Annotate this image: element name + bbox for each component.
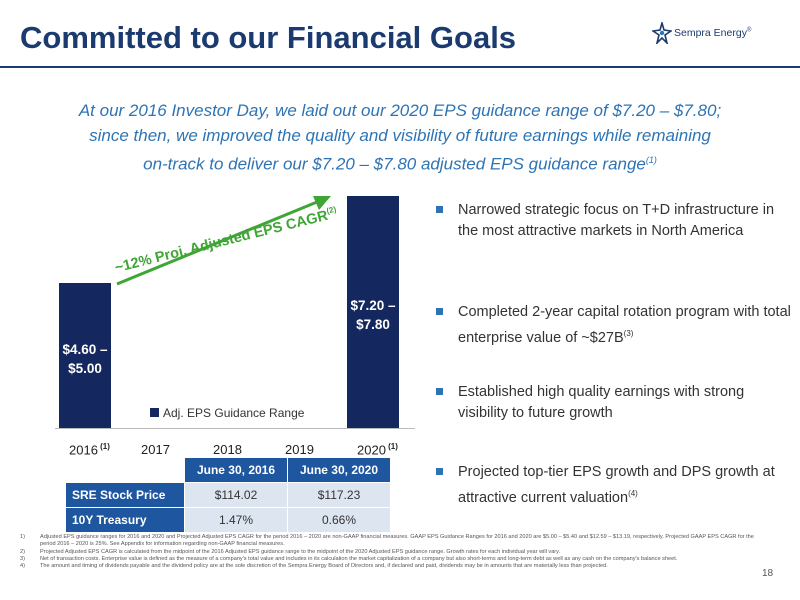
footnote-number: 1): [20, 534, 25, 540]
company-logo: [652, 22, 782, 50]
logo-mark: ®: [746, 27, 752, 34]
chart-data-label: $4.60 – $5.00: [62, 342, 108, 376]
bullet-text: Completed 2-year capital rotation program with total enterprise value of ~$27B: [458, 304, 791, 346]
sempra-logo-icon: [652, 22, 672, 44]
x-tick-label: 2016 $^{(1)}$: [69, 442, 110, 458]
table-header-cell: June 30, 2020: [288, 458, 391, 483]
page-number: 18: [762, 568, 774, 579]
footnote-text: The amount and timing of dividends payable and the dividend policy are at the sole discretion of the Sempra Energy Board of Directors and, if declared and paid, dividends may be in amounts that are materially less than projected.: [40, 563, 608, 570]
x-tick-label: 2017: [141, 442, 170, 457]
bullet-marker: [436, 206, 443, 213]
subtitle-line-3: on-track to deliver our $7.20 – $7.80 adjusted EPS guidance range: [143, 154, 646, 174]
subtitle: [40, 98, 760, 177]
table-row: [66, 483, 391, 508]
footnote-text: Net of transaction costs. Enterprise value is defined as the measure of a company's total value and includes in its calculation the market capitalization of a company but also short-terms and long-term debt as well as any cash on the company's balance sheet.: [40, 555, 678, 562]
table-cell: 1.47%: [185, 508, 288, 533]
bullet-footnote-ref: (4): [628, 489, 638, 498]
table-cell: $114.02: [185, 483, 288, 508]
bullet-footnote-ref: (3): [623, 329, 634, 338]
table-row: [66, 508, 391, 533]
table-cell: $117.23: [288, 483, 391, 508]
table-cell: 0.66%: [288, 508, 391, 533]
legend-swatch: [150, 408, 159, 417]
x-tick-footnote-ref: (1): [385, 442, 398, 451]
header-divider: [0, 66, 800, 68]
list-item: [436, 302, 798, 349]
chart-data-label: $7.20 – $7.80: [350, 298, 396, 333]
footnote-text: Projected Adjusted EPS CAGR is calculated from the midpoint of the 2016 Adjusted EPS guidance range to the midpoint of the 2020 Adjusted EPS guidance range. Growth rates for each individual year will vary.: [40, 548, 561, 555]
footnote-number: 2): [20, 548, 25, 555]
subtitle-footnote-ref: (1): [645, 155, 657, 165]
footnote: [20, 563, 760, 570]
bullet-text: Projected top-tier EPS growth and DPS growth at attractive current valuation: [458, 464, 775, 506]
chart-legend: [150, 406, 304, 420]
table-row-label: 10Y Treasury: [66, 508, 185, 533]
x-tick-label: 2018: [213, 442, 242, 457]
x-tick-label: 2019: [285, 442, 314, 457]
x-tick-footnote-ref: (1): [97, 442, 110, 451]
subtitle-line-2: since then, we improved the quality and visibility of future earnings while remaining: [89, 126, 711, 145]
table-header-row: [66, 458, 391, 483]
bullet-marker: [436, 388, 443, 395]
x-tick-label: 2020 $^{(1)}$: [357, 442, 398, 458]
stock-stats-table: [65, 457, 391, 533]
legend-label: Adj. EPS Guidance Range: [163, 406, 305, 420]
footnote-number: 4): [20, 563, 25, 570]
bullet-marker: [436, 308, 443, 315]
cagr-footnote-ref: (2): [325, 204, 338, 216]
chart-baseline: [55, 428, 415, 429]
table-row-label: SRE Stock Price: [66, 483, 185, 508]
footnote-number: 3): [20, 555, 25, 562]
bullet-text: Narrowed strategic focus on T+D infrastructure in the most attractive markets in North America: [458, 202, 775, 239]
bullet-marker: [436, 468, 443, 475]
list-item: [436, 462, 798, 509]
logo-text: Sempra Energy: [674, 27, 747, 39]
footnote: [20, 556, 760, 563]
footnote: [20, 549, 760, 556]
footnote: [20, 534, 760, 549]
page-title: Committed to our Financial Goals: [20, 20, 517, 55]
eps-guidance-chart: [55, 180, 415, 458]
list-item: [436, 200, 798, 242]
cagr-annotation: ~12% Proj. Adjusted EPS CAGR$^{(2)}$: [113, 204, 338, 277]
table-header-cell: June 30, 2016: [185, 458, 288, 483]
list-item: [436, 382, 798, 424]
bullet-text: Established high quality earnings with strong visibility to future growth: [458, 384, 745, 421]
footnote-text: Adjusted EPS guidance ranges for 2016 and 2020 and Projected Adjusted EPS CAGR for the period 2016 – 2020 are non-GAAP financial measures. GAAP EPS Guidance Ranges for 2016 and 2020 are $5.00 – $5.40 and $12.59 – $13.19, respectively. Projected GAAP EPS CAGR for the period 2016 – 2020 is 25%. See Appendix for information regarding non-GAAP financial measures.: [40, 534, 754, 548]
table-corner: [66, 458, 185, 483]
footnotes: [20, 534, 760, 570]
subtitle-line-1: At our 2016 Investor Day, we laid out our 2020 EPS guidance range of $7.20 – $7.80;: [78, 101, 722, 120]
